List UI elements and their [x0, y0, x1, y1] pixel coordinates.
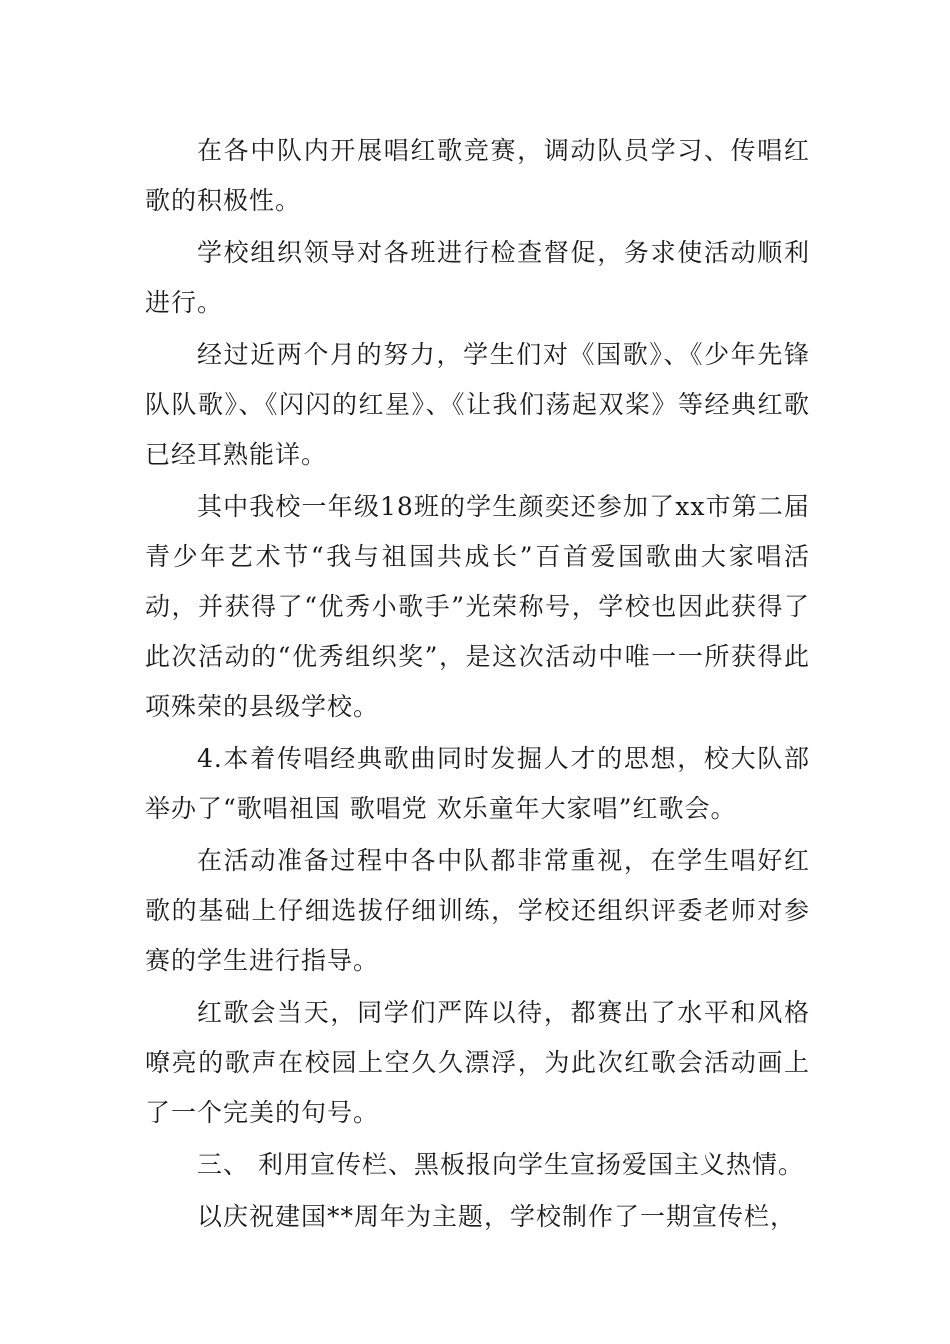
paragraph-9: 以庆祝建国**周年为主题，学校制作了一期宣传栏， [197, 1202, 797, 1231]
paragraph-4: 其中我校一年级18班的学生颜奕还参加了xx市第二届青少年艺术节“我与祖国共成长”百首爱国歌曲大家唱活动，并获得了“优秀小歌手”光荣称号，学校也因此获得了此次活动的“优秀组织奖”，是这次活动中唯一一所获得此项殊荣的县级学校。 [145, 492, 810, 721]
paragraph-2: 学校组织领导对各班进行检查督促，务求使活动顺利进行。 [145, 238, 810, 317]
paragraph-7: 红歌会当天，同学们严阵以待，都赛出了水平和风格嘹亮的歌声在校园上空久久漂浮，为此次红歌会活动画上了一个完美的句号。 [145, 998, 810, 1127]
document-page [145, 126, 810, 1244]
paragraph-3: 经过近两个月的努力，学生们对《国歌》、《少年先锋队队歌》、《闪闪的红星》、《让我们荡起双桨》等经典红歌已经耳熟能详。 [145, 340, 810, 469]
paragraph-6: 在活动准备过程中各中队都非常重视，在学生唱好红歌的基础上仔细选拔仔细训练，学校还组织评委老师对参赛的学生进行指导。 [145, 846, 810, 975]
paragraph-1: 在各中队内开展唱红歌竞赛，调动队员学习、传唱红歌的积极性。 [145, 136, 810, 215]
section-heading-3: 三、 利用宣传栏、黑板报向学生宣扬爱国主义热情。 [197, 1150, 804, 1179]
paragraph-5: 4.本着传唱经典歌曲同时发掘人才的思想，校大队部举办了“歌唱祖国 歌唱党 欢乐童年大家唱”红歌会。 [145, 744, 810, 823]
